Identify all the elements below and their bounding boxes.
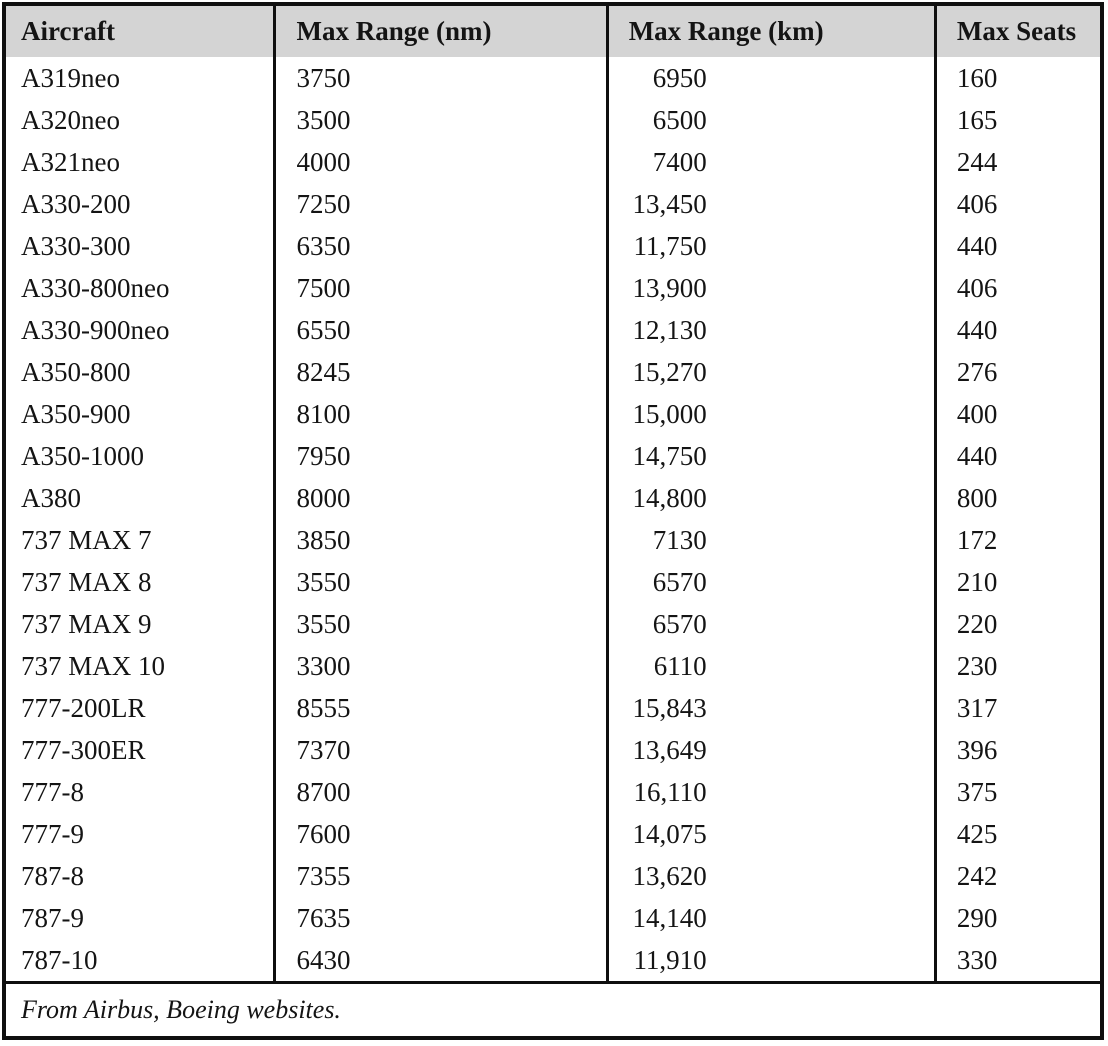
range-km-value: 14,140 xyxy=(632,902,707,933)
cell-range-km xyxy=(607,603,935,645)
cell-aircraft: A330-200 xyxy=(4,183,275,225)
cell-max-seats: 276 xyxy=(956,356,998,387)
table-row xyxy=(4,561,1102,603)
table-row xyxy=(4,645,1102,687)
range-km-value: 6570 xyxy=(652,608,707,639)
header-row xyxy=(4,4,1102,57)
table-row xyxy=(4,183,1102,225)
cell-max-seats: 290 xyxy=(956,902,998,933)
table-row xyxy=(4,897,1102,939)
cell-max-seats: 375 xyxy=(956,776,998,807)
cell-aircraft: 737 MAX 10 xyxy=(4,645,275,687)
table-row xyxy=(4,519,1102,561)
cell-range-km xyxy=(607,813,935,855)
cell-max-seats: 425 xyxy=(956,818,998,849)
table-row xyxy=(4,477,1102,519)
cell-range-km xyxy=(607,687,935,729)
cell-max-seats: 406 xyxy=(956,272,998,303)
table-row xyxy=(4,855,1102,897)
table-row xyxy=(4,225,1102,267)
range-km-value: 13,620 xyxy=(632,860,707,891)
table-body xyxy=(4,57,1102,983)
cell-aircraft: 737 MAX 9 xyxy=(4,603,275,645)
column-header-max-range-nm: Max Range (nm) xyxy=(275,4,607,57)
cell-aircraft: A321neo xyxy=(4,141,275,183)
cell-max-seats: 210 xyxy=(956,566,998,597)
cell-aircraft: A319neo xyxy=(4,57,275,99)
cell-range-nm: 7250 xyxy=(275,183,607,225)
cell-range-nm: 7600 xyxy=(275,813,607,855)
cell-aircraft: 737 MAX 7 xyxy=(4,519,275,561)
table-row xyxy=(4,771,1102,813)
cell-max-seats: 165 xyxy=(956,104,998,135)
cell-range-km xyxy=(607,897,935,939)
column-header-max-seats: Max Seats xyxy=(935,4,1102,57)
cell-range-km xyxy=(607,225,935,267)
cell-range-nm: 7355 xyxy=(275,855,607,897)
cell-range-km xyxy=(607,645,935,687)
cell-aircraft: 787-8 xyxy=(4,855,275,897)
range-km-value: 15,843 xyxy=(632,692,707,723)
cell-aircraft: A330-300 xyxy=(4,225,275,267)
table-row xyxy=(4,99,1102,141)
cell-range-nm: 8100 xyxy=(275,393,607,435)
cell-range-km xyxy=(607,519,935,561)
cell-range-km xyxy=(607,183,935,225)
range-km-value: 14,750 xyxy=(632,440,707,471)
range-km-value: 11,750 xyxy=(633,230,707,261)
cell-range-nm: 8000 xyxy=(275,477,607,519)
range-km-value: 14,800 xyxy=(632,482,707,513)
cell-range-nm: 3550 xyxy=(275,603,607,645)
table-row xyxy=(4,435,1102,477)
cell-aircraft: A350-800 xyxy=(4,351,275,393)
cell-aircraft: 777-300ER xyxy=(4,729,275,771)
cell-range-km xyxy=(607,435,935,477)
cell-max-seats: 400 xyxy=(956,398,998,429)
cell-range-km xyxy=(607,309,935,351)
cell-max-seats: 317 xyxy=(956,692,998,723)
table-row xyxy=(4,57,1102,99)
cell-max-seats: 242 xyxy=(956,860,998,891)
table-row xyxy=(4,729,1102,771)
range-km-value: 11,910 xyxy=(633,944,707,975)
cell-max-seats: 244 xyxy=(956,146,998,177)
cell-range-km xyxy=(607,729,935,771)
column-header-max-range-km: Max Range (km) xyxy=(607,4,935,57)
cell-range-nm: 6350 xyxy=(275,225,607,267)
range-km-value: 15,000 xyxy=(632,398,707,429)
cell-aircraft: 787-9 xyxy=(4,897,275,939)
range-km-value: 15,270 xyxy=(632,356,707,387)
cell-range-nm: 8700 xyxy=(275,771,607,813)
table-row xyxy=(4,141,1102,183)
table-row xyxy=(4,603,1102,645)
range-km-value: 6500 xyxy=(652,104,707,135)
range-km-value: 7400 xyxy=(652,146,707,177)
cell-aircraft: A330-800neo xyxy=(4,267,275,309)
cell-range-km xyxy=(607,57,935,99)
range-km-value: 6110 xyxy=(653,650,707,681)
cell-range-nm: 6430 xyxy=(275,939,607,983)
cell-range-nm: 4000 xyxy=(275,141,607,183)
cell-range-nm: 3550 xyxy=(275,561,607,603)
cell-aircraft: 777-8 xyxy=(4,771,275,813)
cell-range-nm: 3850 xyxy=(275,519,607,561)
cell-max-seats: 800 xyxy=(956,482,998,513)
range-km-value: 13,900 xyxy=(632,272,707,303)
cell-range-nm: 8555 xyxy=(275,687,607,729)
cell-range-nm: 3500 xyxy=(275,99,607,141)
cell-max-seats: 396 xyxy=(956,734,998,765)
cell-aircraft: 737 MAX 8 xyxy=(4,561,275,603)
cell-range-km xyxy=(607,393,935,435)
cell-range-nm: 7950 xyxy=(275,435,607,477)
cell-range-km xyxy=(607,939,935,983)
cell-range-nm: 7500 xyxy=(275,267,607,309)
range-km-value: 13,649 xyxy=(632,734,707,765)
range-km-value: 13,450 xyxy=(632,188,707,219)
table-row xyxy=(4,309,1102,351)
cell-aircraft: A320neo xyxy=(4,99,275,141)
cell-range-km xyxy=(607,267,935,309)
cell-max-seats: 230 xyxy=(956,650,998,681)
cell-max-seats: 220 xyxy=(956,608,998,639)
cell-range-nm: 8245 xyxy=(275,351,607,393)
cell-aircraft: 777-200LR xyxy=(4,687,275,729)
cell-max-seats: 330 xyxy=(956,944,998,975)
cell-max-seats: 440 xyxy=(956,440,998,471)
column-header-aircraft: Aircraft xyxy=(4,4,275,57)
range-km-value: 6570 xyxy=(652,566,707,597)
table-row xyxy=(4,687,1102,729)
range-km-value: 6950 xyxy=(652,62,707,93)
cell-max-seats: 440 xyxy=(956,230,998,261)
cell-range-km xyxy=(607,99,935,141)
cell-range-nm: 3750 xyxy=(275,57,607,99)
table-row xyxy=(4,393,1102,435)
table-row xyxy=(4,813,1102,855)
cell-aircraft: 787-10 xyxy=(4,939,275,983)
cell-range-km xyxy=(607,477,935,519)
cell-aircraft: A330-900neo xyxy=(4,309,275,351)
cell-aircraft: 777-9 xyxy=(4,813,275,855)
cell-range-km xyxy=(607,141,935,183)
document-page xyxy=(2,2,1106,1040)
range-km-value: 16,110 xyxy=(633,776,707,807)
table-row xyxy=(4,939,1102,983)
cell-max-seats: 440 xyxy=(956,314,998,345)
cell-range-km xyxy=(607,561,935,603)
footnote-row xyxy=(4,983,1102,1039)
cell-aircraft: A350-1000 xyxy=(4,435,275,477)
cell-aircraft: A350-900 xyxy=(4,393,275,435)
table-footnote: From Airbus, Boeing websites. xyxy=(4,983,1102,1039)
range-km-value: 12,130 xyxy=(632,314,707,345)
cell-aircraft: A380 xyxy=(4,477,275,519)
table-row xyxy=(4,267,1102,309)
cell-range-km xyxy=(607,351,935,393)
cell-range-nm: 6550 xyxy=(275,309,607,351)
cell-range-km xyxy=(607,855,935,897)
cell-range-km xyxy=(607,771,935,813)
table-row xyxy=(4,351,1102,393)
cell-max-seats: 172 xyxy=(956,524,998,555)
cell-range-nm: 7635 xyxy=(275,897,607,939)
aircraft-range-table xyxy=(2,2,1104,1040)
range-km-value: 7130 xyxy=(652,524,707,555)
cell-max-seats: 406 xyxy=(956,188,998,219)
range-km-value: 14,075 xyxy=(632,818,707,849)
cell-range-nm: 7370 xyxy=(275,729,607,771)
cell-range-nm: 3300 xyxy=(275,645,607,687)
cell-max-seats: 160 xyxy=(956,62,998,93)
